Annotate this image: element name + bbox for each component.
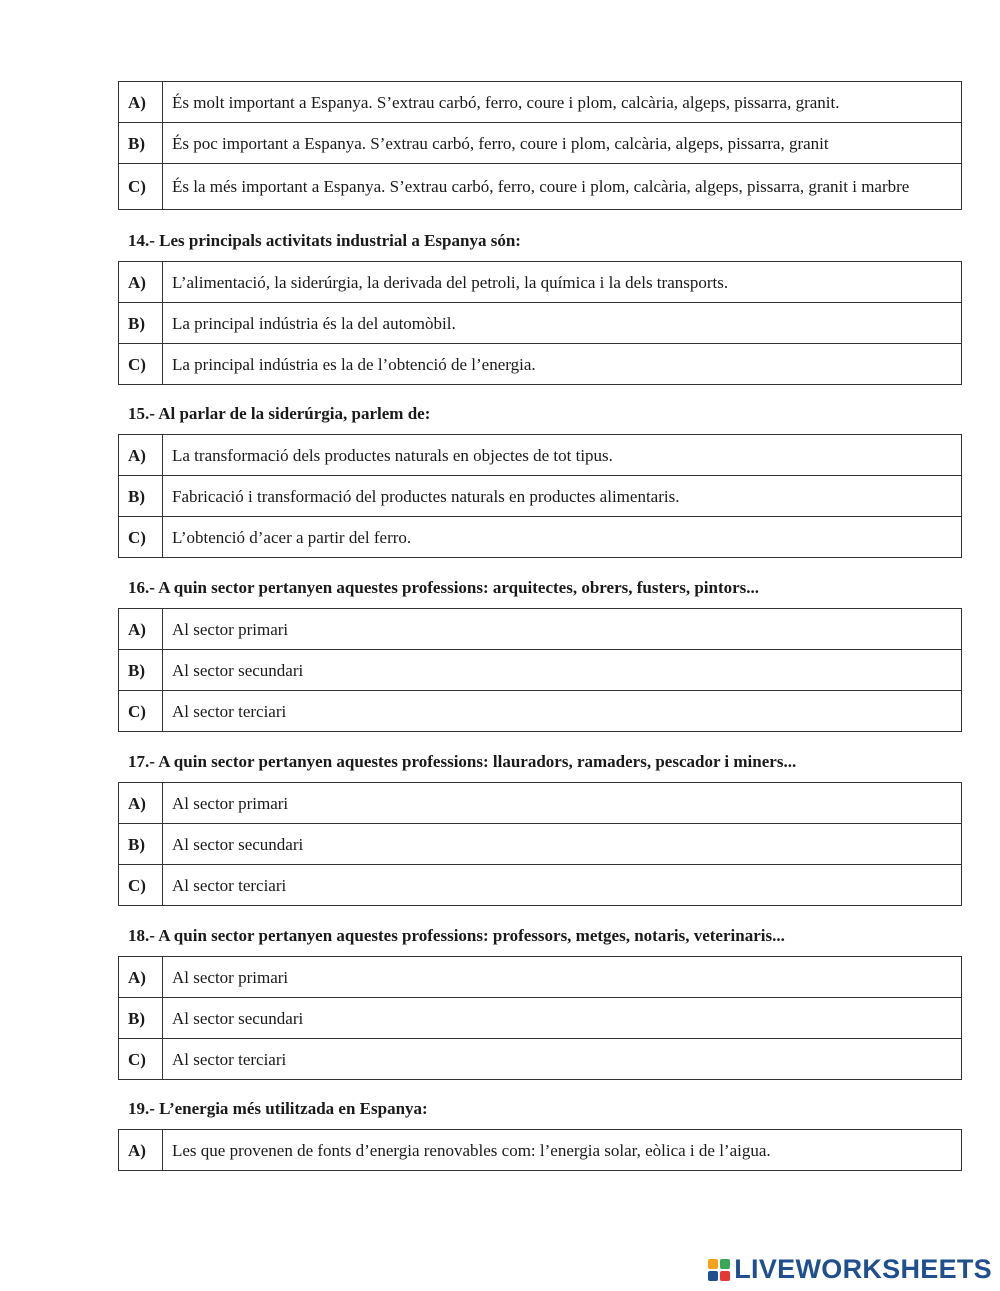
option-text[interactable]: Al sector primari — [163, 609, 962, 650]
option-text[interactable]: És molt important a Espanya. S’extrau carbó, ferro, coure i plom, calcària, algeps, pissarra, granit. — [163, 82, 962, 123]
question-19-options — [118, 1129, 962, 1171]
option-letter: B) — [119, 303, 163, 344]
option-text[interactable]: Al sector terciari — [163, 1039, 962, 1080]
option-text[interactable]: Al sector terciari — [163, 865, 962, 906]
option-letter: C) — [119, 865, 163, 906]
logo-square-red — [720, 1271, 730, 1281]
question-16-options — [118, 608, 962, 732]
question-18: 18.- A quin sector pertanyen aquestes professions: professors, metges, notaris, veterinaris... — [128, 926, 785, 945]
liveworksheets-logo — [708, 1254, 992, 1285]
question-16: 16.- A quin sector pertanyen aquestes professions: arquitectes, obrers, fusters, pintors... — [128, 578, 760, 597]
option-letter: B) — [119, 650, 163, 691]
option-text[interactable]: La principal indústria és la del automòbil. — [163, 303, 962, 344]
option-letter: B) — [119, 998, 163, 1039]
option-letter: B) — [119, 123, 163, 164]
option-text[interactable]: Al sector primari — [163, 957, 962, 998]
question-13-options — [118, 81, 962, 210]
option-text[interactable]: Fabricació i transformació del productes naturals en productes alimentaris. — [163, 476, 962, 517]
logo-square-blue — [708, 1271, 718, 1281]
option-text[interactable]: Al sector secundari — [163, 998, 962, 1039]
option-letter: B) — [119, 476, 163, 517]
question-19: 19.- L’energia més utilitzada en Espanya: — [128, 1099, 428, 1118]
option-letter: A) — [119, 82, 163, 123]
question-14: 14.- Les principals activitats industrial a Espanya són: — [128, 231, 521, 250]
option-letter: A) — [119, 435, 163, 476]
option-letter: A) — [119, 783, 163, 824]
question-18-options — [118, 956, 962, 1080]
option-letter: C) — [119, 517, 163, 558]
option-letter: A) — [119, 957, 163, 998]
option-letter: A) — [119, 1130, 163, 1171]
option-text[interactable]: Al sector secundari — [163, 650, 962, 691]
question-17: 17.- A quin sector pertanyen aquestes professions: llauradors, ramaders, pescador i miners... — [128, 752, 797, 771]
option-text[interactable]: L’alimentació, la siderúrgia, la derivada del petroli, la química i la dels transports. — [163, 262, 962, 303]
option-text[interactable]: És poc important a Espanya. S’extrau carbó, ferro, coure i plom, calcària, algeps, pissarra, granit — [163, 123, 962, 164]
option-text[interactable]: Al sector terciari — [163, 691, 962, 732]
logo-text: LIVEWORKSHEETS — [734, 1254, 992, 1284]
option-text[interactable]: Al sector primari — [163, 783, 962, 824]
question-17-options — [118, 782, 962, 906]
question-15: 15.- Al parlar de la siderúrgia, parlem de: — [128, 404, 431, 423]
option-text[interactable]: Les que provenen de fonts d’energia renovables com: l’energia solar, eòlica i de l’aigua. — [163, 1130, 962, 1171]
question-15-options — [118, 434, 962, 558]
option-text[interactable]: Al sector secundari — [163, 824, 962, 865]
option-letter: C) — [119, 344, 163, 385]
logo-square-orange — [708, 1259, 718, 1269]
option-letter: B) — [119, 824, 163, 865]
option-letter: C) — [119, 691, 163, 732]
option-letter: A) — [119, 262, 163, 303]
logo-square-green — [720, 1259, 730, 1269]
option-text[interactable]: És la més important a Espanya. S’extrau carbó, ferro, coure i plom, calcària, algeps, pissarra, granit i marbre — [163, 164, 962, 210]
option-letter: A) — [119, 609, 163, 650]
option-text[interactable]: L’obtenció d’acer a partir del ferro. — [163, 517, 962, 558]
option-text[interactable]: La principal indústria es la de l’obtenció de l’energia. — [163, 344, 962, 385]
liveworksheets-logo-icon — [708, 1259, 730, 1281]
question-14-options — [118, 261, 962, 385]
option-text[interactable]: La transformació dels productes naturals en objectes de tot tipus. — [163, 435, 962, 476]
option-letter: C) — [119, 164, 163, 210]
option-letter: C) — [119, 1039, 163, 1080]
